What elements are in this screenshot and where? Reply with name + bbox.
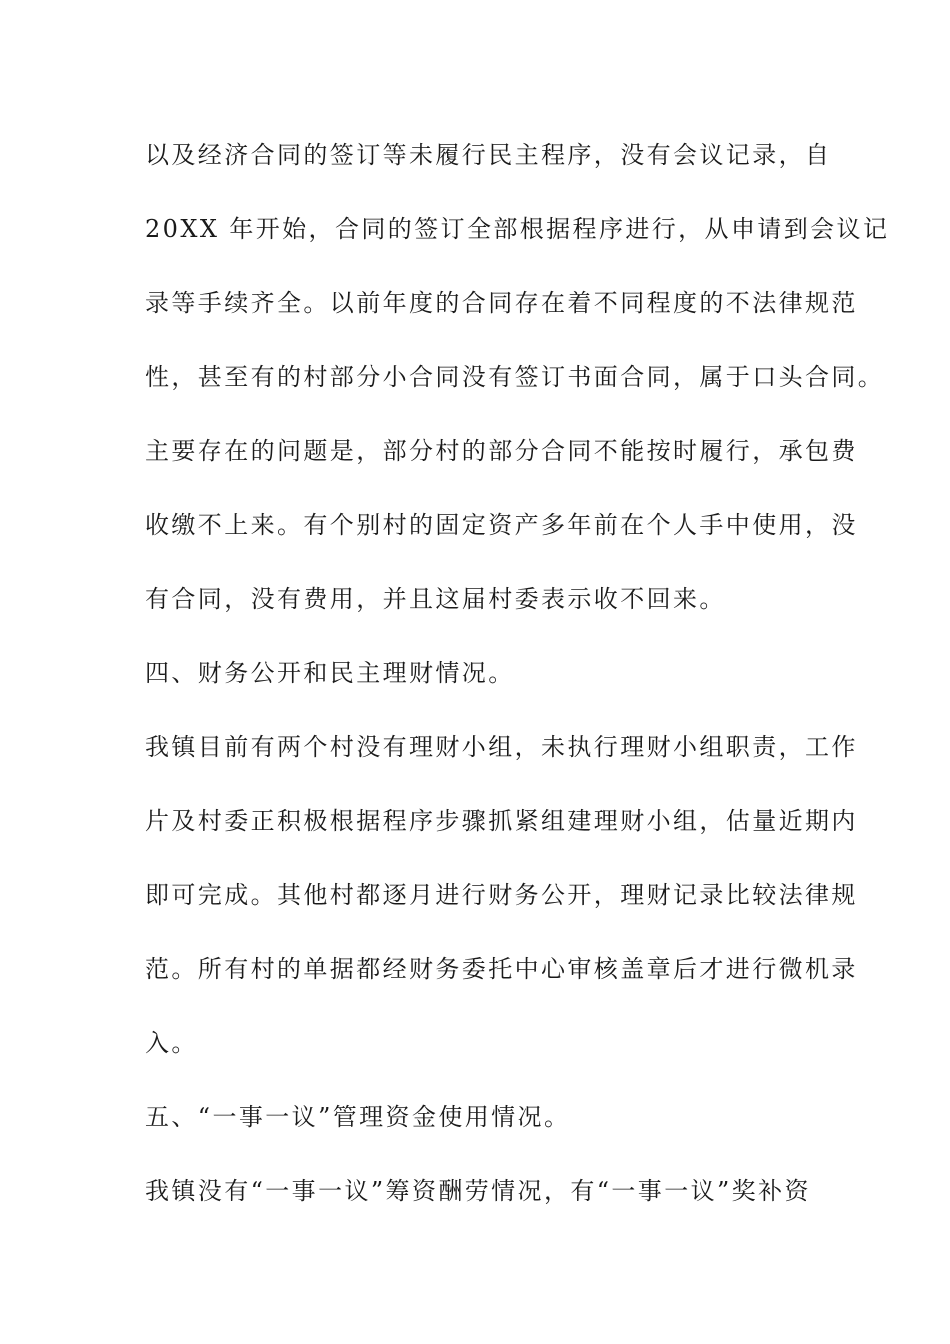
text-line: 我镇目前有两个村没有理财小组，未执行理财小组职责，工作 [145,733,858,761]
text-line: 录等手续齐全。以前年度的合同存在着不同程度的不法律规范 [145,289,858,317]
text-line: 即可完成。其他村都逐月进行财务公开，理财记录比较法律规 [145,881,858,909]
text-line: 收缴不上来。有个别村的固定资产多年前在个人手中使用，没 [145,511,858,539]
text-line: 性，甚至有的村部分小合同没有签订书面合同，属于口头合同。 [145,363,885,391]
text-line: 20XX 年开始，合同的签订全部根据程序进行，从申请到会议记 [145,215,890,243]
text-line: 范。所有村的单据都经财务委托中心审核盖章后才进行微机录 [145,955,858,983]
text-line: 主要存在的问题是，部分村的部分合同不能按时履行，承包费 [145,437,858,465]
text-line: 以及经济合同的签订等未履行民主程序，没有会议记录，自 [145,141,832,169]
document-body [145,128,890,1238]
section-heading-5: 五、“一事一议”管理资金使用情况。 [145,1103,571,1131]
text-line: 片及村委正积极根据程序步骤抓紧组建理财小组，估量近期内 [145,807,858,835]
text-line: 我镇没有“一事一议”筹资酬劳情况，有“一事一议”奖补资 [145,1177,811,1205]
text-line: 入。 [145,1029,198,1057]
section-heading-4: 四、财务公开和民主理财情况。 [145,659,515,687]
text-line: 有合同，没有费用，并且这届村委表示收不回来。 [145,585,726,613]
